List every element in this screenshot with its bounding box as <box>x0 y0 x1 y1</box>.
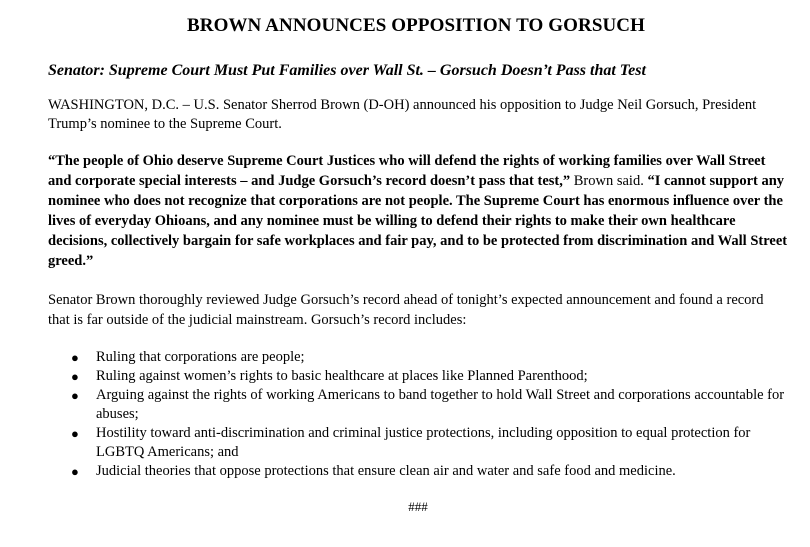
intro-paragraph: WASHINGTON, D.C. – U.S. Senator Sherrod Brown (D-OH) announced his opposition to Judge Neil Gorsuch, President Trump’s nominee to the Supreme Court. <box>48 97 757 132</box>
bullet-icon: ● <box>71 369 79 384</box>
quote-part-1: “The people of Ohio deserve Supreme Court Justices who will defend the rights of working families over Wall Street and corporate special interests – and Judge Gorsuch’s record doesn’t pass that test,” <box>48 153 766 189</box>
review-paragraph: Senator Brown thoroughly reviewed Judge Gorsuch’s record ahead of tonight’s expected announcement and found a record that is far outside of the judicial mainstream. Gorsuch’s record includes: <box>48 292 764 328</box>
page-title: BROWN ANNOUNCES OPPOSITION TO GORSUCH <box>186 15 646 36</box>
end-mark: ### <box>408 499 428 514</box>
bullet-icon: ● <box>71 350 79 365</box>
list-item-text: Judicial theories that oppose protections that ensure clean air and water and safe food and medicine. <box>96 463 676 479</box>
list-item-text: Ruling that corporations are people; <box>96 349 305 365</box>
press-release <box>48 14 788 515</box>
quote-part-2: “I cannot support any nominee who does not recognize that corporations are not people. The Supreme Court has enormous influence over the lives of everyday Ohioans, and any nominee must be willing to defend their rights to make their own healthcare decisions, collectively bargain for safe workplaces and fair pay, and to be protected from discrimination and Wall Street greed.” <box>48 173 788 269</box>
quote-paragraph <box>48 151 788 271</box>
record-list <box>48 348 788 481</box>
list-item <box>48 348 788 367</box>
quote-attribution: Brown said. <box>570 173 648 189</box>
bullet-icon: ● <box>71 426 79 441</box>
list-item <box>48 367 788 386</box>
bullet-icon: ● <box>71 388 79 403</box>
list-item <box>48 462 788 481</box>
list-item-text: Arguing against the rights of working Americans to band together to hold Wall Street and corporations accountable for abuses; <box>96 387 785 422</box>
list-item-text: Hostility toward anti-discrimination and criminal justice protections, including opposition to equal protection for LGBTQ Americans; and <box>96 425 751 460</box>
list-item <box>48 424 788 462</box>
bullet-icon: ● <box>71 464 79 479</box>
list-item-text: Ruling against women’s rights to basic healthcare at places like Planned Parenthood; <box>96 368 588 384</box>
list-item <box>48 386 788 424</box>
subtitle: Senator: Supreme Court Must Put Families over Wall St. – Gorsuch Doesn’t Pass that Test <box>48 62 646 79</box>
